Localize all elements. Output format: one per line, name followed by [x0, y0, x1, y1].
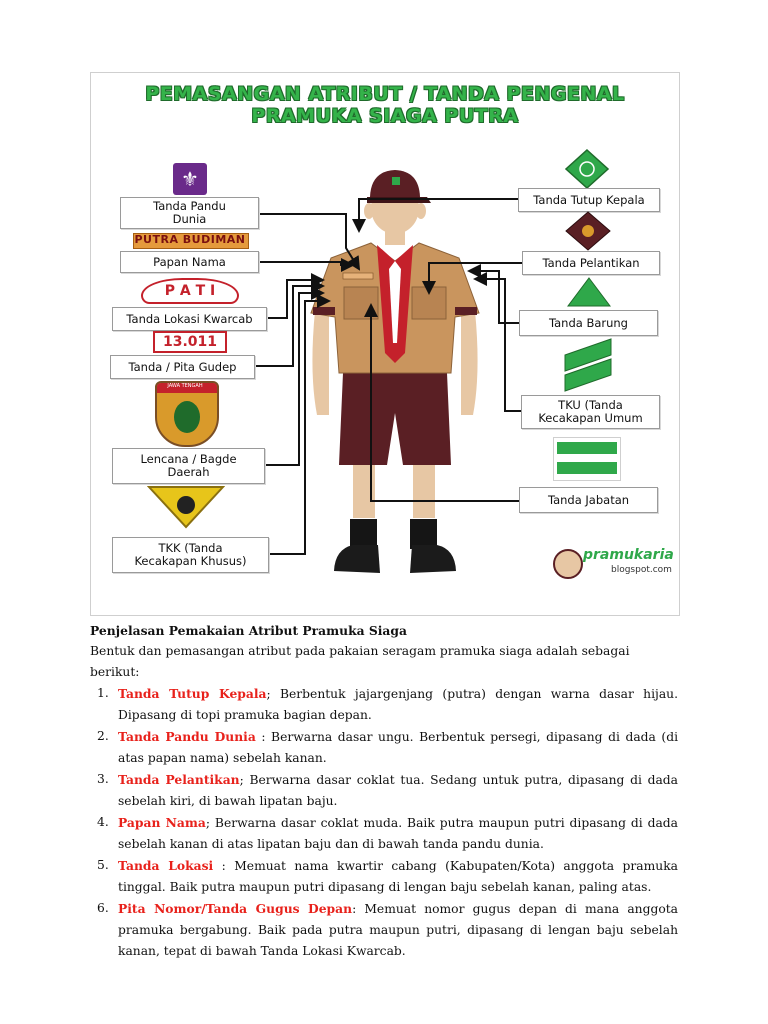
label-troop-badge: Tanda Barung	[519, 310, 658, 336]
label-cap-badge: Tanda Tutup Kepala	[518, 188, 660, 212]
list-item	[90, 812, 678, 855]
list-term: Tanda Lokasi	[118, 858, 214, 873]
list-number: 2.	[97, 729, 109, 743]
label-tku-badge: TKU (Tanda Kecakapan Umum	[521, 395, 660, 429]
watermark-sub: blogspot.com	[611, 565, 672, 575]
list-item	[90, 683, 678, 726]
gudep-number: 13.011	[153, 331, 227, 353]
world-scout-badge: ⚜	[173, 163, 207, 195]
list-item	[90, 855, 678, 898]
list-text: ; Berwarna dasar coklat tua. Sedang untuk putra, dipasang di dada sebelah kiri, di bawah lipatan baju.	[118, 773, 678, 808]
section-intro: Bentuk dan pemasangan atribut pada pakaian seragam pramuka siaga adalah sebagai berikut:	[90, 644, 630, 679]
list-text: ; Berwarna dasar coklat muda. Baik putra maupun putri dipasang di dada sebelah kanan di atas lipatan baju dan di bawah tanda pandu dunia.	[118, 816, 678, 851]
label-regional-badge: Lencana / Bagde Daerah	[112, 448, 265, 484]
section-heading: Penjelasan Pemakaian Atribut Pramuka Siaga	[90, 623, 407, 638]
list-text: ; Berbentuk jajargenjang (putra) dengan warna dasar hijau. Dipasang di topi pramuka bagian depan.	[118, 687, 679, 722]
list-text: : Memuat nama kwartir cabang (Kabupaten/Kota) anggota pramuka tinggal. Baik putra maupun putri dipasang di lengan baju sebelah kanan, paling atas.	[118, 859, 678, 894]
list-number: 4.	[97, 815, 109, 829]
watermark-brand: pramukaria	[583, 547, 674, 563]
cap-badge-icon	[565, 149, 609, 189]
uniform-infographic	[90, 72, 680, 616]
label-name-plate: Papan Nama	[120, 251, 259, 273]
list-item	[90, 769, 678, 812]
label-tkk: TKK (Tanda Kecakapan Khusus)	[112, 537, 269, 573]
tkk-badge-icon	[147, 485, 225, 529]
figure-title-line1: PEMASANGAN ATRIBUT / TANDA PENGENAL	[145, 83, 625, 105]
list-term: Papan Nama	[118, 815, 206, 830]
document-body	[90, 620, 678, 962]
location-tab: P A T I	[141, 278, 239, 304]
label-world-scout-badge: Tanda Pandu Dunia	[120, 197, 259, 229]
list-number: 5.	[97, 858, 109, 872]
position-badge	[553, 437, 621, 481]
list-number: 6.	[97, 901, 109, 915]
figure-title-line2: PRAMUKA SIAGA PUTRA	[251, 105, 519, 127]
label-inauguration-badge: Tanda Pelantikan	[522, 251, 660, 275]
list-term: Tanda Pandu Dunia	[118, 729, 256, 744]
list-number: 1.	[97, 686, 109, 700]
regional-badge-text: JAWA TENGAH	[167, 383, 203, 389]
attribute-list	[90, 683, 678, 962]
tku-badge-icon	[561, 335, 615, 393]
troop-badge-icon	[567, 277, 611, 307]
list-text: : Berwarna dasar ungu. Berbentuk persegi, dipasang di dada (di atas papan nama) sebelah kanan.	[118, 730, 678, 765]
label-gudep: Tanda / Pita Gudep	[110, 355, 255, 379]
list-item	[90, 898, 678, 962]
name-plate-text: PUTRA BUDIMAN	[134, 233, 246, 246]
list-number: 3.	[97, 772, 109, 786]
list-item	[90, 726, 678, 769]
list-text: : Memuat nomor gugus depan di mana anggota pramuka bergabung. Baik pada putra maupun putri, dipasang di lengan baju sebelah kanan, tepat di bawah Tanda Lokasi Kwarcab.	[118, 902, 679, 958]
list-term: Tanda Tutup Kepala	[118, 686, 267, 701]
label-position-badge: Tanda Jabatan	[519, 487, 658, 513]
watermark-logo	[553, 547, 680, 597]
label-location-tab: Tanda Lokasi Kwarcab	[112, 307, 267, 331]
list-term: Pita Nomor/Tanda Gugus Depan	[118, 901, 353, 916]
list-term: Tanda Pelantikan	[118, 772, 240, 787]
inauguration-badge-icon	[565, 211, 611, 251]
